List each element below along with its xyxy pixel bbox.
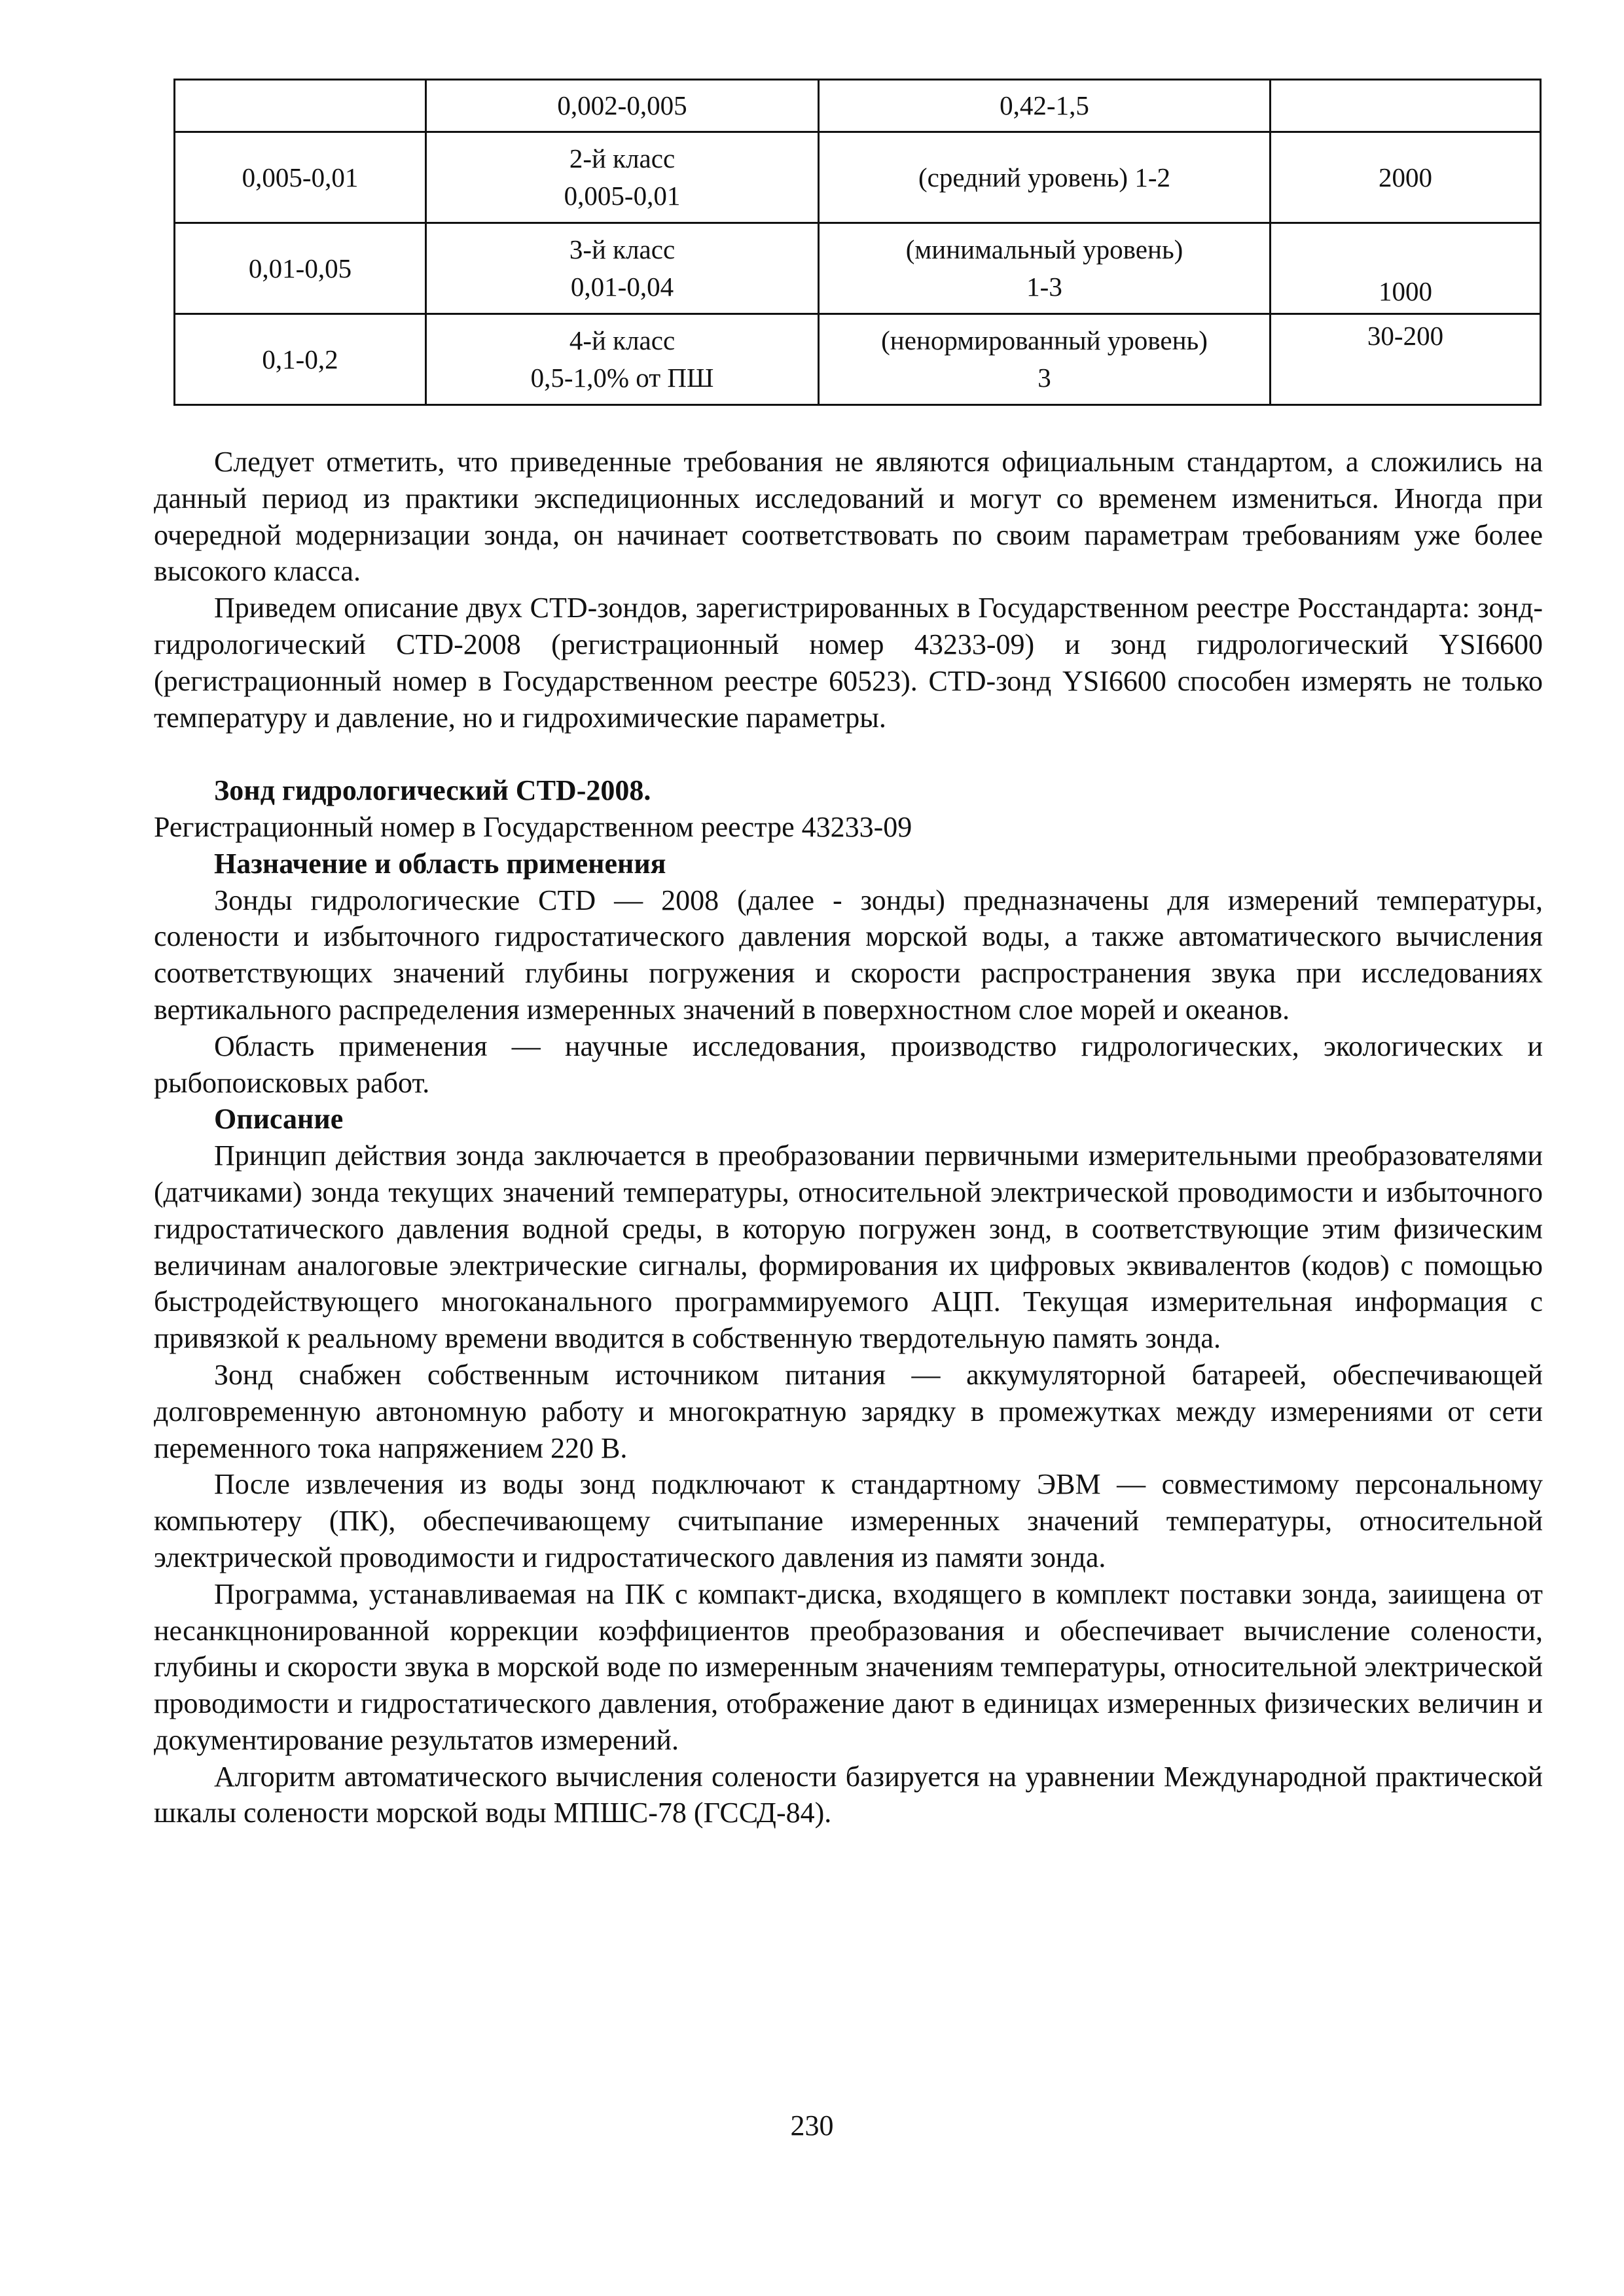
table-cell: 0,005-0,01 [175,132,426,223]
paragraph: Алгоритм автоматического вычисления солености базируется на уравнении Международной практической шкалы солености морской воды МПШС-78 (ГССД-84). [154,1760,1543,1829]
paragraph: Приведем описание двух CTD-зондов, зарегистрированных в Государственном реестре Росстандарта: зонд-гидрологический CTD-2008 (регистрационный номер 43233-09) и зонд гидрологический YSI6600 (регистрационный номер в Государственном реестре 60523). CTD-зонд YSI6600 способен измерять не только температуру и давление, но и гидрохимические параметры. [154,592,1543,734]
spacer [154,736,1543,772]
table-cell: 2-й класс 0,005-0,01 [426,132,819,223]
table-cell: (ненормированный уровень) 3 [819,314,1271,405]
table-row [175,223,1541,314]
table-cell: 30-200 [1271,314,1541,405]
table-cell: 0,002-0,005 [426,80,819,132]
paragraph: Следует отметить, что приведенные требования не являются официальным стандартом, а сложились на данный период из практики экспедиционных исследований и могут со временем измениться. Иногда при очередной модернизации зонда, он начинает соответствовать по своим параметрам требованиям уже более высокого класса. [154,446,1543,588]
table-cell: 0,1-0,2 [175,314,426,405]
table-cell [1271,80,1541,132]
subsection-heading: Описание [214,1103,344,1136]
page-number: 230 [790,2109,834,2142]
table-cell: (минимальный уровень) 1-3 [819,223,1271,314]
table-cell: 0,01-0,05 [175,223,426,314]
section-heading: Зонд гидрологический CTD-2008. [214,774,651,807]
paragraph: Область применения — научные исследования, производство гидрологических, экологических и рыбопоисковых работ. [154,1030,1543,1099]
table-cell: 1000 [1271,223,1541,314]
table-cell: 2000 [1271,132,1541,223]
table-row [175,314,1541,405]
paragraph: Принцип действия зонда заключается в преобразовании первичными измерительными преобразователями (датчиками) зонда текущих значений температуры, относительной электрической проводимости и избыточного гидростатического давления водной среды, в которую погружен зонд, в соответствующие этим физическим величинам аналоговые электрические сигналы, формирования их цифровых эквивалентов (кодов) с помощью быстродействующего многоканального программируемого АЦП. Текущая измерительная информация с привязкой к реальному времени вводится в собственную твердотельную память зонда. [154,1139,1543,1355]
paragraph: После извлечения из воды зонд подключают к стандартному ЭВМ — совместимому персональному компьютеру (ПК), обеспечивающему считыпание измеренных значений температуры, относительной электрической проводимости и гидростатического давления из памяти зонда. [154,1468,1543,1573]
specs-table [173,79,1542,406]
body-text [154,444,1543,1831]
table-cell [175,80,426,132]
table-row [175,132,1541,223]
table-cell: 4-й класс 0,5-1,0% от ПШ [426,314,819,405]
paragraph: Зонд снабжен собственным источником питания — аккумуляторной батареей, обеспечивающей долговременную автономную работу и многократную зарядку в промежутках между измерениями от сети переменного тока напряжением 220 В. [154,1358,1543,1464]
subsection-heading: Назначение и область применения [214,847,666,880]
table-cell: 3-й класс 0,01-0,04 [426,223,819,314]
table-cell: (средний уровень) 1-2 [819,132,1271,223]
table-cell: 0,42-1,5 [819,80,1271,132]
registration-line: Регистрационный номер в Государственном реестре 43233-09 [154,810,912,843]
paragraph: Программа, устанавливаемая на ПК с компакт-диска, входящего в комплект поставки зонда, заиищена от несанкцнонированной коррекции коэффициентов преобразования и обеспечивает вычисление солености, глубины и скорости звука в морской воде по измеренным значениям температуры, относительной электрической проводимости и гидростатического давления, отображение дают в единицах измеренных физических величин и документирование результатов измерений. [154,1577,1543,1756]
paragraph: Зонды гидрологические CTD — 2008 (далее - зонды) предназначены для измерений температуры, солености и избыточного гидростатического давления морской воды, а также автоматического вычисления соответствующих значений глубины погружения и скорости распространения звука при исследованиях вертикального распределения измеренных значений в поверхностном слое морей и океанов. [154,884,1543,1026]
table-row [175,80,1541,132]
